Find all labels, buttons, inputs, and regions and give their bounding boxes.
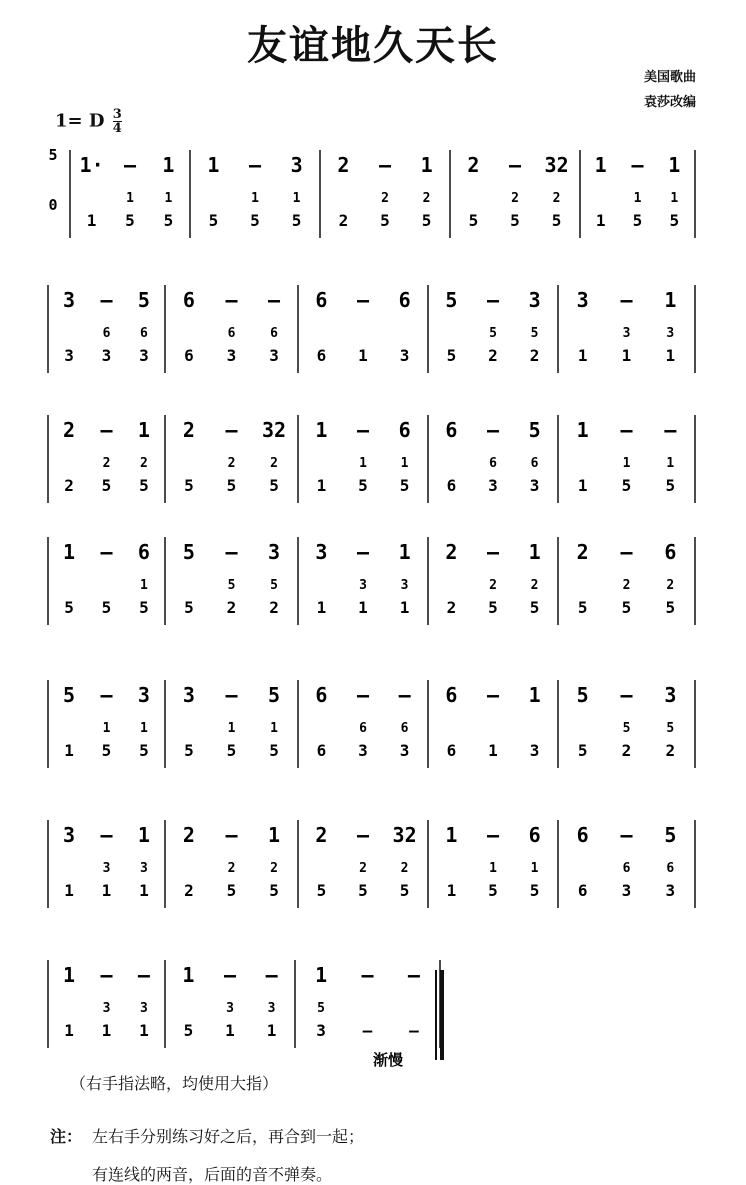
harmony-note: 2: [400, 861, 409, 876]
bass-note: 5: [529, 881, 540, 900]
harmony-note: 5: [270, 578, 278, 593]
melody-note: 1: [315, 418, 328, 442]
melody-note: —: [356, 823, 370, 847]
melody-note: —: [268, 288, 281, 312]
melody-note: —: [631, 153, 644, 177]
harmony-note: 5: [530, 326, 539, 341]
bass-note: 5: [551, 211, 562, 230]
melody-note: —: [356, 288, 370, 312]
melody-note: 1: [137, 823, 150, 847]
bass-note: 3: [399, 741, 410, 760]
bass-note: 5: [468, 211, 479, 230]
bass-note: 5: [621, 598, 632, 617]
melody-note: 5: [63, 683, 76, 707]
bass-note: 2: [621, 741, 632, 760]
melody-note: —: [398, 683, 411, 707]
harmony-note: 1: [102, 721, 111, 736]
melody-note: —: [356, 683, 370, 707]
bass-note: 3: [529, 476, 540, 495]
bass-note: 1: [225, 1021, 235, 1040]
bass-note: 6: [184, 346, 194, 365]
bass-note: 5: [184, 476, 194, 495]
harmony-note: 1: [622, 456, 631, 471]
harmony-note: 2: [489, 578, 497, 593]
harmony-note: 6: [359, 721, 367, 736]
bass-note: 5: [291, 211, 302, 230]
bass-note: 5: [125, 211, 135, 230]
melody-note: —: [664, 418, 677, 442]
melody-note: —: [620, 683, 633, 707]
bass-note: 1: [358, 346, 368, 365]
harmony-note: 6: [140, 326, 148, 341]
melody-note: —: [225, 540, 238, 564]
time-numerator: 3: [112, 107, 122, 122]
bass-note: 2: [529, 346, 540, 365]
melody-note: 2: [315, 823, 328, 847]
harmony-note: 1: [140, 578, 148, 593]
bass-note: 3: [64, 346, 74, 365]
melody-note: 5: [182, 540, 195, 564]
bass-note: 2: [226, 598, 237, 617]
melody-note: 3: [315, 540, 328, 564]
harmony-note: 5: [227, 578, 236, 593]
bass-note: 3: [488, 476, 498, 495]
bass-note: 3: [316, 1021, 326, 1040]
melody-note: —: [356, 540, 370, 564]
harmony-note: 3: [359, 578, 367, 593]
melody-note: 32: [262, 418, 287, 442]
bass-note: 5: [139, 476, 149, 495]
melody-note: —: [356, 418, 370, 442]
bass-note: 3: [358, 741, 368, 760]
harmony-note: 2: [422, 191, 431, 206]
tempo-marking: 渐慢: [372, 1051, 404, 1069]
melody-note: 3: [137, 683, 150, 707]
bass-note: 5: [226, 476, 237, 495]
harmony-note: 5: [317, 1001, 326, 1016]
bass-note: 1: [139, 881, 149, 900]
harmony-note: 2: [140, 456, 148, 471]
melody-note: 6: [182, 288, 195, 312]
melody-note: 3: [576, 288, 589, 312]
melody-note: 1: [63, 540, 76, 564]
harmony-note: 6: [530, 456, 539, 471]
harmony-note: 1: [227, 721, 236, 736]
harmony-note: 5: [622, 721, 631, 736]
melody-note: 1: [182, 963, 195, 987]
melody-note: 3: [182, 683, 195, 707]
harmony-note: 1: [670, 191, 679, 206]
melody-note: 6: [398, 288, 411, 312]
melody-note: 2: [182, 823, 195, 847]
harmony-note: 2: [622, 578, 631, 593]
harmony-note: 2: [552, 191, 561, 206]
bass-note: 5: [665, 476, 676, 495]
melody-note: —: [620, 418, 633, 442]
melody-note: —: [123, 153, 137, 177]
bass-note: 1: [665, 346, 676, 365]
bass-note: —: [409, 1021, 419, 1040]
melody-note: —: [225, 683, 238, 707]
key-label: 1= D: [55, 110, 105, 132]
harmony-note: 3: [102, 861, 111, 876]
melody-note: —: [620, 288, 633, 312]
melody-note: —: [378, 153, 392, 177]
harmony-note: 3: [400, 578, 409, 593]
bass-note: 5: [183, 1021, 194, 1040]
melody-note: 1: [576, 418, 589, 442]
bass-note: 3: [621, 881, 632, 900]
staff-label: 0: [48, 196, 58, 214]
melody-note: —: [100, 683, 113, 707]
harmony-note: 2: [270, 861, 278, 876]
harmony-note: 2: [227, 861, 236, 876]
bass-note: 5: [577, 598, 588, 617]
harmony-note: 6: [666, 861, 675, 876]
melody-note: —: [100, 540, 113, 564]
harmony-note: 2: [102, 456, 111, 471]
bass-note: 3: [101, 346, 112, 365]
melody-note: 1: [315, 963, 328, 987]
bass-note: 6: [446, 476, 457, 495]
melody-note: —: [486, 823, 500, 847]
bass-note: 5: [269, 476, 279, 495]
notes-label: 注：: [50, 1127, 83, 1146]
harmony-note: 6: [270, 326, 278, 341]
bass-note: 5: [139, 741, 149, 760]
bass-note: 5: [529, 598, 540, 617]
bass-note: 3: [529, 741, 540, 760]
bass-note: 5: [269, 741, 279, 760]
bass-note: 5: [380, 211, 390, 230]
bass-note: 5: [510, 211, 520, 230]
melody-note: —: [486, 418, 500, 442]
harmony-note: 5: [666, 721, 675, 736]
bass-note: 5: [621, 476, 632, 495]
bass-note: 5: [446, 346, 457, 365]
bass-note: 2: [184, 881, 194, 900]
melody-note: —: [407, 963, 420, 987]
melody-note: —: [486, 288, 500, 312]
melody-note: 6: [528, 823, 541, 847]
bass-note: 1: [316, 476, 327, 495]
bass-note: 6: [446, 741, 457, 760]
melody-note: 2: [576, 540, 589, 564]
melody-note: 32: [392, 823, 417, 847]
bass-note: 1: [577, 476, 588, 495]
harmony-note: 6: [489, 456, 497, 471]
harmony-note: 1: [530, 861, 539, 876]
bass-note: 5: [269, 881, 279, 900]
harmony-note: 3: [102, 1001, 111, 1016]
melody-note: —: [225, 288, 238, 312]
melody-note: 2: [63, 418, 76, 442]
melody-note: —: [361, 963, 374, 987]
bass-note: 5: [421, 211, 432, 230]
melody-note: 1: [594, 153, 607, 177]
melody-note: —: [100, 288, 113, 312]
melody-note: —: [137, 963, 150, 987]
bass-note: 5: [101, 741, 112, 760]
bass-note: 5: [488, 598, 498, 617]
bass-note: 2: [64, 476, 74, 495]
harmony-note: 1: [400, 456, 409, 471]
melody-note: 1: [528, 683, 541, 707]
harmony-note: 1: [633, 191, 642, 206]
bass-note: 2: [269, 598, 279, 617]
bass-note: 5: [226, 881, 237, 900]
bass-note: 1: [399, 598, 410, 617]
bass-note: 6: [577, 881, 588, 900]
bass-note: 1: [139, 1021, 149, 1040]
bass-note: 1: [101, 1021, 112, 1040]
bass-note: 1: [316, 598, 327, 617]
bass-note: 5: [163, 211, 174, 230]
harmony-note: 3: [622, 326, 631, 341]
bass-note: 5: [250, 211, 260, 230]
melody-note: 2: [445, 540, 458, 564]
melody-note: 5: [528, 418, 541, 442]
melody-note: 6: [664, 540, 677, 564]
melody-note: 5: [137, 288, 150, 312]
melody-note: 2: [337, 153, 350, 177]
melody-note: 3: [268, 540, 281, 564]
melody-note: 1: [162, 153, 175, 177]
bass-note: 6: [316, 741, 327, 760]
melody-note: —: [486, 540, 500, 564]
bass-note: 3: [269, 346, 279, 365]
melody-note: 1·: [79, 153, 104, 177]
melody-note: 3: [63, 823, 76, 847]
bass-note: 3: [399, 346, 410, 365]
melody-note: 1: [668, 153, 681, 177]
harmony-note: 3: [666, 326, 675, 341]
bass-note: 2: [446, 598, 457, 617]
melody-note: —: [486, 683, 500, 707]
harmony-note: 3: [226, 1001, 234, 1016]
bass-note: 6: [316, 346, 327, 365]
bass-note: 1: [86, 211, 97, 230]
melody-note: 3: [63, 288, 76, 312]
note-line-1: 左右手分别练习好之后，再合到一起；: [92, 1127, 365, 1146]
harmony-note: 3: [140, 1001, 148, 1016]
harmony-note: 6: [622, 861, 631, 876]
bass-note: 1: [64, 881, 74, 900]
melody-note: —: [100, 418, 113, 442]
melody-note: 32: [544, 153, 569, 177]
melody-note: —: [225, 823, 238, 847]
melody-note: 6: [445, 418, 458, 442]
melody-note: —: [248, 153, 262, 177]
bass-note: 1: [358, 598, 368, 617]
bass-note: 5: [101, 598, 112, 617]
bass-note: 5: [139, 598, 149, 617]
melody-note: —: [225, 418, 238, 442]
harmony-note: 5: [489, 326, 497, 341]
bass-note: 3: [139, 346, 149, 365]
bass-note: 1: [488, 741, 498, 760]
harmony-note: 2: [381, 191, 389, 206]
melody-note: —: [620, 540, 633, 564]
harmony-note: 2: [511, 191, 519, 206]
melody-note: —: [508, 153, 522, 177]
bass-note: 5: [399, 476, 410, 495]
harmony-note: 1: [270, 721, 278, 736]
harmony-note: 1: [666, 456, 675, 471]
bass-note: 2: [488, 346, 498, 365]
bass-note: 5: [184, 741, 194, 760]
melody-note: 6: [576, 823, 589, 847]
bass-note: 5: [577, 741, 588, 760]
melody-note: 3: [290, 153, 303, 177]
bass-note: 1: [64, 741, 74, 760]
melody-note: —: [100, 823, 113, 847]
bass-note: 2: [665, 741, 676, 760]
harmony-note: 1: [251, 191, 259, 206]
melody-note: —: [620, 823, 633, 847]
melody-note: 1: [664, 288, 677, 312]
melody-note: —: [100, 963, 113, 987]
bass-note: 3: [226, 346, 237, 365]
harmony-note: 1: [126, 191, 134, 206]
harmony-note: 2: [666, 578, 675, 593]
bass-note: 5: [226, 741, 237, 760]
composer-credit: 美国歌曲: [643, 70, 696, 85]
bass-note: 5: [488, 881, 498, 900]
harmony-note: 6: [102, 326, 111, 341]
bass-note: 5: [669, 211, 680, 230]
harmony-note: 6: [400, 721, 409, 736]
staff-label: 5: [48, 146, 58, 164]
harmony-note: 1: [140, 721, 148, 736]
melody-note: 5: [576, 683, 589, 707]
bass-note: 5: [101, 476, 112, 495]
bass-note: —: [362, 1021, 373, 1040]
melody-note: 2: [467, 153, 480, 177]
melody-note: 5: [268, 683, 281, 707]
harmony-note: 2: [530, 578, 539, 593]
bass-note: 1: [101, 881, 112, 900]
harmony-note: 3: [267, 1001, 276, 1016]
song-title: 友谊地久天长: [247, 23, 499, 69]
bass-note: 1: [446, 881, 457, 900]
fingering-note: （右手指法略，均使用大指）: [70, 1074, 279, 1093]
bass-note: 1: [64, 1021, 74, 1040]
arranger-credit: 袁莎改编: [643, 95, 696, 110]
time-denominator: 4: [112, 121, 122, 136]
melody-note: 1: [398, 540, 411, 564]
bass-note: 5: [399, 881, 410, 900]
bass-note: 5: [665, 598, 676, 617]
melody-note: 1: [137, 418, 150, 442]
melody-note: 6: [315, 683, 328, 707]
melody-note: —: [265, 963, 278, 987]
harmony-note: 6: [227, 326, 236, 341]
melody-note: 1: [207, 153, 220, 177]
melody-note: 6: [137, 540, 150, 564]
harmony-note: 1: [359, 456, 367, 471]
bass-note: 5: [64, 598, 74, 617]
bass-note: 1: [266, 1021, 277, 1040]
melody-note: 1: [445, 823, 458, 847]
harmony-note: 3: [140, 861, 148, 876]
bass-note: 3: [665, 881, 676, 900]
melody-note: 6: [315, 288, 328, 312]
bass-note: 2: [338, 211, 349, 230]
melody-note: 6: [445, 683, 458, 707]
melody-note: 2: [182, 418, 195, 442]
melody-note: 1: [63, 963, 76, 987]
melody-note: 1: [528, 540, 541, 564]
bass-note: 1: [621, 346, 632, 365]
harmony-note: 2: [270, 456, 278, 471]
harmony-note: 1: [164, 191, 173, 206]
harmony-note: 2: [359, 861, 367, 876]
bass-note: 1: [577, 346, 588, 365]
bass-note: 5: [358, 881, 368, 900]
melody-note: 5: [445, 288, 458, 312]
melody-note: 6: [398, 418, 411, 442]
harmony-note: 1: [489, 861, 497, 876]
melody-note: —: [223, 963, 237, 987]
note-line-2: 有连线的两音，后面的音不弹奏。: [92, 1165, 333, 1184]
bass-note: 5: [358, 476, 368, 495]
bass-note: 5: [208, 211, 219, 230]
harmony-note: 2: [227, 456, 236, 471]
bass-note: 5: [184, 598, 194, 617]
melody-note: 1: [420, 153, 433, 177]
melody-note: 3: [528, 288, 541, 312]
harmony-note: 1: [292, 191, 301, 206]
bass-note: 5: [316, 881, 327, 900]
melody-note: 3: [664, 683, 677, 707]
bass-note: 5: [632, 211, 643, 230]
bass-note: 1: [595, 211, 606, 230]
melody-note: 5: [664, 823, 677, 847]
melody-note: 1: [268, 823, 281, 847]
